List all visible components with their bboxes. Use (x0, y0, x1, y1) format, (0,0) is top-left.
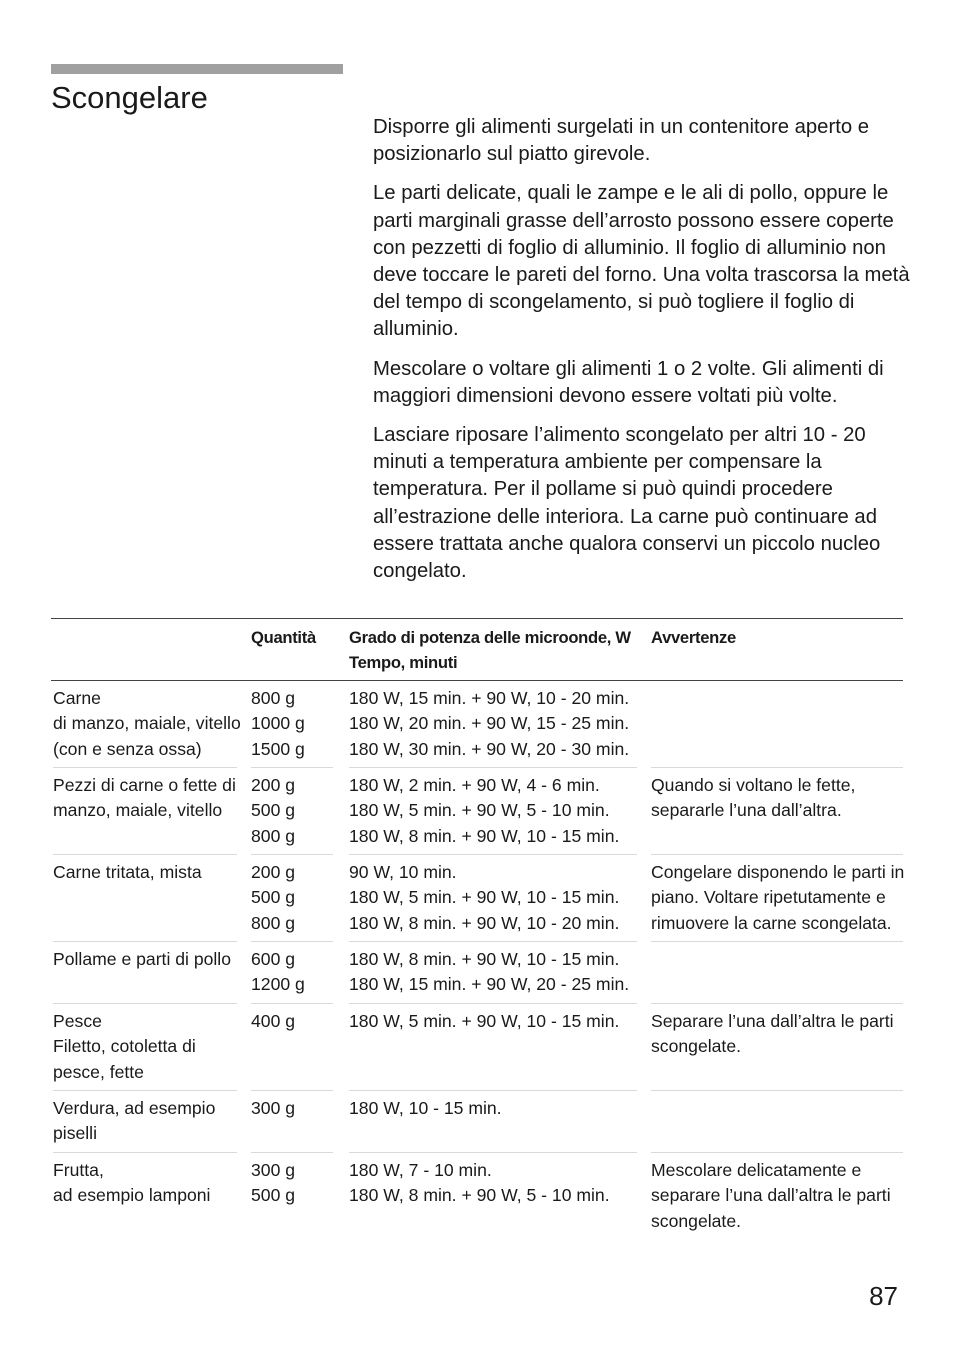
power-time-cell-line: 180 W, 5 min. + 90 W, 10 - 15 min. (349, 1011, 620, 1031)
table-row (51, 1153, 903, 1240)
power-time-cell-line: 180 W, 5 min. + 90 W, 10 - 15 min. (349, 887, 620, 908)
quantity-cell-line: 1500 g (251, 738, 305, 759)
food-cell (53, 945, 237, 1004)
power-time-cell-line: 180 W, 15 min. + 90 W, 20 - 25 min. (349, 974, 630, 995)
table-row (51, 768, 903, 855)
quantity-cell-line: 200 g (251, 862, 296, 882)
food-cell-line: manzo, maiale, vitello (53, 800, 223, 821)
notes-cell (651, 684, 903, 768)
section-header-bar (51, 64, 343, 74)
notes-cell (651, 771, 903, 855)
intro-text (373, 114, 913, 597)
notes-cell-line: separare l’una dall’altra le parti (651, 1185, 891, 1206)
quantity-cell-line: 500 g (251, 1185, 296, 1206)
power-time-cell-line: 180 W, 20 min. + 90 W, 15 - 25 min. (349, 713, 630, 734)
notes-cell-line: separarle l’una dall’altra. (651, 800, 842, 821)
quantity-cell-line: 500 g (251, 887, 296, 908)
defrost-table (51, 618, 903, 1240)
power-time-cell-line: 90 W, 10 min. (349, 862, 457, 882)
quantity-cell (251, 684, 333, 768)
power-time-cell (349, 1094, 637, 1153)
notes-cell-line: Quando si voltano le fette, (651, 775, 856, 795)
notes-cell (651, 1156, 903, 1239)
quantity-cell (251, 945, 333, 1004)
food-cell-line: Pezzi di carne o fette di (53, 775, 236, 795)
page-title: Scongelare (51, 80, 208, 115)
intro-paragraph: Mescolare o voltare gli alimenti 1 o 2 volte. Gli alimenti di maggiori dimensioni devono essere voltati più volte. (373, 357, 884, 407)
food-cell-line: Frutta, (53, 1160, 104, 1180)
quantity-cell-line: 300 g (251, 1098, 296, 1118)
table-header (51, 618, 903, 681)
power-time-cell (349, 1156, 637, 1239)
quantity-cell (251, 1094, 333, 1153)
food-cell-line: piselli (53, 1123, 98, 1144)
power-time-cell-line: 180 W, 10 - 15 min. (349, 1098, 502, 1118)
table-row (51, 855, 903, 942)
notes-cell-line: Congelare disponendo le parti in (651, 862, 905, 882)
quantity-cell-line: 1000 g (251, 713, 305, 734)
food-cell-line: Verdura, ad esempio (53, 1098, 216, 1118)
power-time-cell (349, 1007, 637, 1091)
notes-cell-line: scongelate. (651, 1036, 741, 1057)
intro-paragraph: Lasciare riposare l’alimento scongelato per altri 10 - 20 minuti a temperatura ambiente per compensare la temperatura. Per il pollame si può quindi procedere all’estrazione delle interiora. La carne può continuare ad essere trattata anche qualora conservi un piccolo nucleo congelato. (373, 424, 881, 583)
notes-cell (651, 945, 903, 1004)
notes-cell-line: scongelate. (651, 1210, 741, 1231)
intro-paragraph: Disporre gli alimenti surgelati in un contenitore aperto e posizionarlo sul piatto girevole. (373, 116, 870, 166)
food-cell-line: Pesce (53, 1011, 102, 1031)
power-time-cell-line: 180 W, 7 - 10 min. (349, 1160, 492, 1180)
header-time-label: Tempo, minuti (349, 653, 458, 673)
quantity-cell-line: 500 g (251, 800, 296, 821)
power-time-cell-line: 180 W, 15 min. + 90 W, 10 - 20 min. (349, 688, 630, 708)
notes-cell-line: rimuovere la carne scongelata. (651, 912, 892, 933)
food-cell (53, 1007, 237, 1091)
intro-paragraph: Le parti delicate, quali le zampe e le ali di pollo, oppure le parti marginali grasse dell’arrosto possono essere coperte con pezzetti di foglio di alluminio. Il foglio di alluminio non deve toccare le pareti del forno. Una volta trascorsa la metà del tempo di scongelamento, si può togliere il foglio di alluminio. (373, 182, 910, 341)
quantity-cell-line: 200 g (251, 775, 296, 795)
header-power-label: Grado di potenza delle microonde, W (349, 628, 631, 647)
quantity-cell-line: 400 g (251, 1011, 296, 1031)
food-cell-line: Carne (53, 688, 101, 708)
notes-cell (651, 858, 903, 942)
food-cell-line: Filetto, cotoletta di (53, 1036, 196, 1057)
power-time-cell (349, 858, 637, 942)
quantity-cell-line: 800 g (251, 912, 296, 933)
food-cell (53, 684, 241, 768)
quantity-cell (251, 771, 333, 855)
quantity-cell-line: 300 g (251, 1160, 296, 1180)
header-quantity: Quantità (251, 628, 316, 647)
table-row (51, 1004, 903, 1091)
quantity-cell-line: 800 g (251, 825, 296, 846)
power-time-cell-line: 180 W, 8 min. + 90 W, 5 - 10 min. (349, 1185, 610, 1206)
power-time-cell (349, 684, 637, 768)
notes-cell (651, 1007, 903, 1091)
notes-cell-line: Separare l’una dall’altra le parti (651, 1011, 894, 1031)
table-body (51, 681, 903, 1240)
food-cell-line: ad esempio lamponi (53, 1185, 211, 1206)
power-time-cell-line: 180 W, 30 min. + 90 W, 20 - 30 min. (349, 738, 630, 759)
power-time-cell (349, 945, 637, 1004)
quantity-cell-line: 800 g (251, 688, 296, 708)
power-time-cell-line: 180 W, 5 min. + 90 W, 5 - 10 min. (349, 800, 610, 821)
food-cell-line: Carne tritata, mista (53, 862, 202, 882)
header-notes: Avvertenze (651, 628, 736, 647)
food-cell (53, 1094, 237, 1153)
table-row (51, 681, 903, 768)
quantity-cell (251, 858, 333, 942)
notes-cell-line: piano. Voltare ripetutamente e (651, 887, 886, 908)
quantity-cell-line: 1200 g (251, 974, 305, 995)
quantity-cell (251, 1007, 333, 1091)
notes-cell-line: Mescolare delicatamente e (651, 1160, 862, 1180)
notes-cell (651, 1094, 903, 1153)
power-time-cell-line: 180 W, 8 min. + 90 W, 10 - 15 min. (349, 825, 620, 846)
table-row (51, 1091, 903, 1153)
header-power (349, 625, 637, 676)
power-time-cell-line: 180 W, 8 min. + 90 W, 10 - 15 min. (349, 949, 620, 969)
power-time-cell (349, 771, 637, 855)
food-cell-line: (con e senza ossa) (53, 738, 202, 759)
quantity-cell (251, 1156, 333, 1239)
food-cell (53, 1156, 237, 1239)
food-cell (53, 771, 237, 855)
table-row (51, 942, 903, 1004)
power-time-cell-line: 180 W, 8 min. + 90 W, 10 - 20 min. (349, 912, 620, 933)
food-cell-line: pesce, fette (53, 1061, 144, 1082)
page-number: 87 (869, 1281, 898, 1311)
food-cell-line: Pollame e parti di pollo (53, 949, 231, 969)
food-cell-line: di manzo, maiale, vitello (53, 713, 241, 734)
power-time-cell-line: 180 W, 2 min. + 90 W, 4 - 6 min. (349, 775, 600, 795)
food-cell (53, 858, 237, 942)
quantity-cell-line: 600 g (251, 949, 296, 969)
